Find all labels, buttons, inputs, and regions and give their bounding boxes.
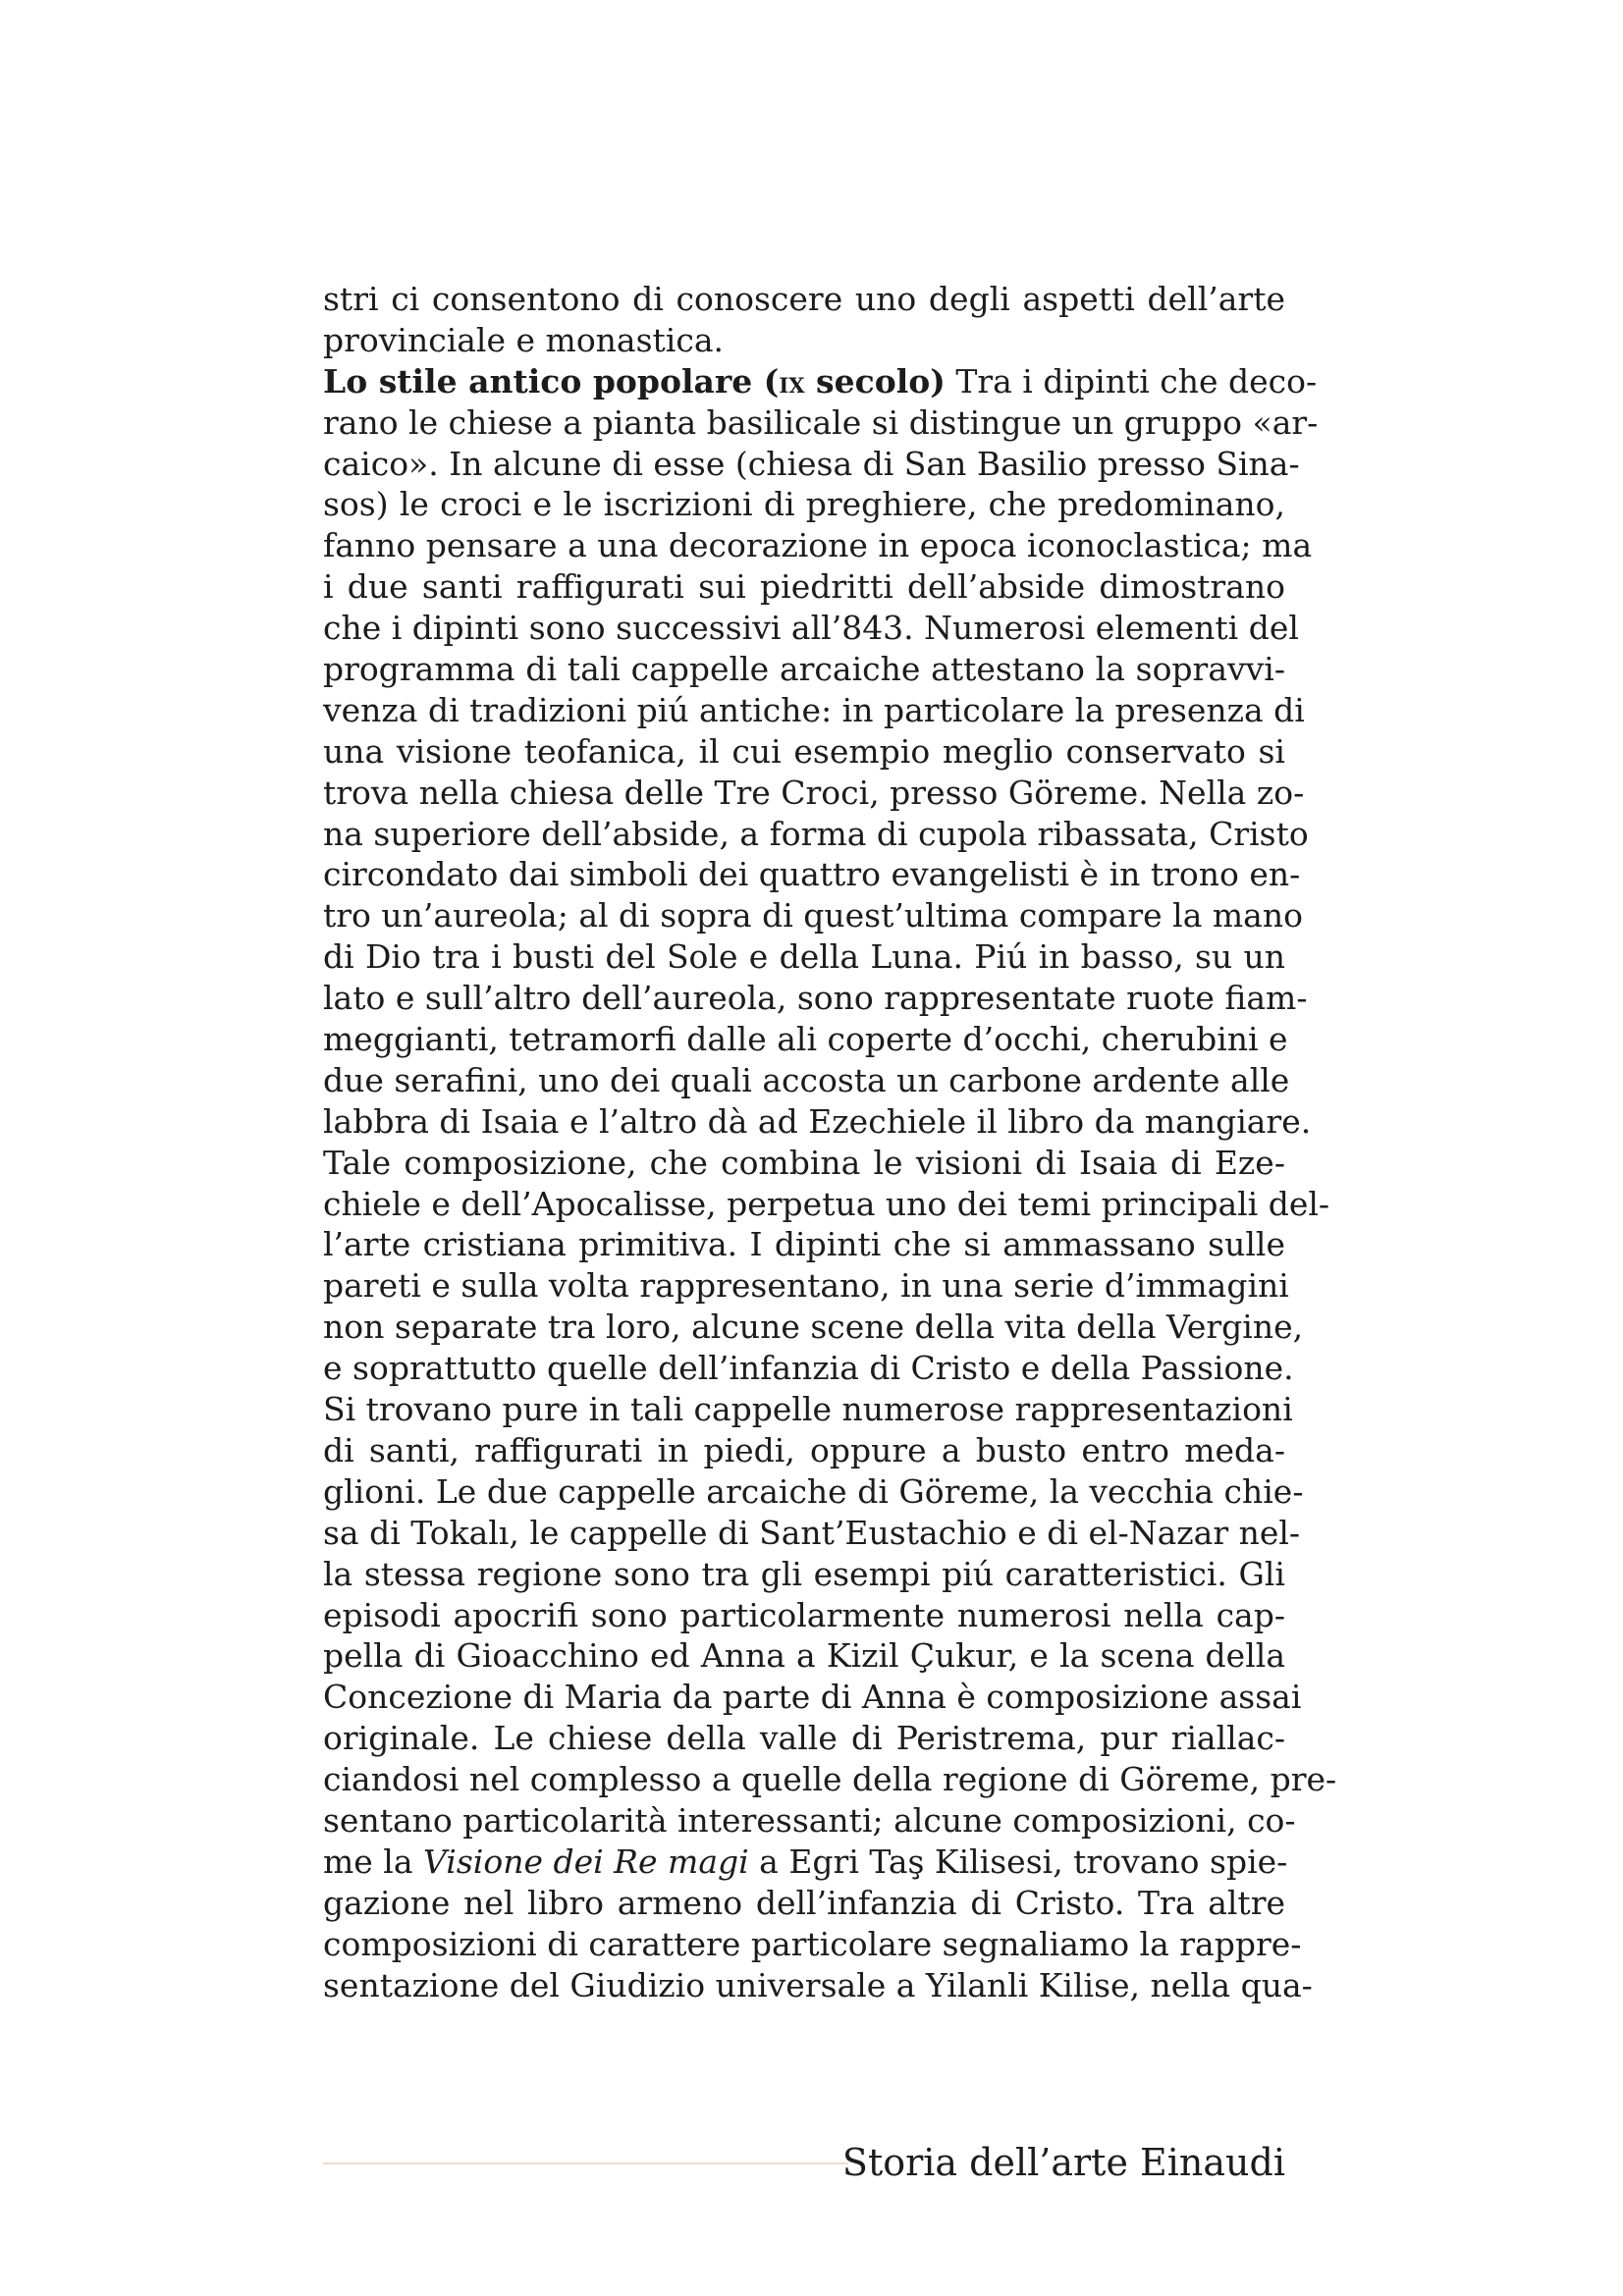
text-line: composizioni di carattere particolare segnaliamo la rappre- xyxy=(323,1924,1302,1963)
italic-title-line xyxy=(323,1842,1288,1883)
text-line: una visione teofanica, il cui esempio meglio conservato si xyxy=(323,731,1285,771)
text-line: sentano particolarità interessanti; alcune composizioni, co- xyxy=(323,1800,1296,1840)
heading-prefix: Lo stile antico popolare ( xyxy=(323,361,780,400)
text-line: i due santi raffigurati sui piedritti dell’abside dimostrano xyxy=(323,567,1285,607)
text-line: episodi apocrifi sono particolarmente numerosi nella cap- xyxy=(323,1595,1285,1634)
text-line: Tale composizione, che combina le visioni di Isaia di Eze- xyxy=(323,1143,1285,1182)
text-line: fanno pensare a una decorazione in epoca iconoclastica; ma xyxy=(323,526,1313,565)
text-line: Concezione di Maria da parte di Anna è composizione assai xyxy=(323,1678,1302,1717)
text-line: provinciale e monastica. xyxy=(323,320,725,359)
text-line: gazione nel libro armeno dell’infanzia di Cristo. Tra altre xyxy=(323,1883,1285,1922)
text-line: l’arte cristiana primitiva. I dipinti che si ammassano sulle xyxy=(323,1225,1285,1264)
footer-title: Storia dell’arte Einaudi xyxy=(841,2141,1285,2184)
text-line: ciandosi nel complesso a quelle della regione di Göreme, pre- xyxy=(323,1760,1337,1799)
text-line: due serafini, uno dei quali accosta un carbone ardente alle xyxy=(323,1060,1290,1099)
text-line: pella di Gioacchino ed Anna a Kizil Çukur, e la scena della xyxy=(323,1636,1285,1676)
text-line: meggianti, tetramorfi dalle ali coperte d’occhi, cherubini e xyxy=(323,1020,1288,1059)
text-line: di santi, raffigurati in piedi, oppure a busto entro meda- xyxy=(323,1430,1285,1469)
text-line: venza di tradizioni piú antiche: in particolare la presenza di xyxy=(323,690,1305,729)
text-line: circondato dai simboli dei quattro evangelisti è in trono en- xyxy=(323,855,1301,894)
text-line: pareti e sulla volta rappresentano, in una serie d’immagini xyxy=(323,1266,1289,1306)
text-line: chiele e dell’Apocalisse, perpetua uno dei temi principali del- xyxy=(323,1184,1330,1223)
line-suffix: a Egri Taş Kilisesi, trovano spie- xyxy=(748,1842,1288,1881)
heading-suffix: secolo) xyxy=(804,361,946,400)
text-line: Si trovano pure in tali cappelle numerose rappresentazioni xyxy=(323,1390,1293,1429)
text-line: sa di Tokalı, le cappelle di Sant’Eustachio e di el-Nazar nel- xyxy=(323,1513,1301,1552)
body-text xyxy=(323,279,1337,2005)
artwork-title: Visione dei Re magi xyxy=(423,1842,749,1881)
text-line: rano le chiese a pianta basilicale si distingue un gruppo «ar- xyxy=(323,402,1319,442)
text-line: labbra di Isaia e l’altro dà ad Ezechiele il libro da mangiare. xyxy=(323,1101,1312,1141)
text-line: originale. Le chiese della valle di Peristrema, pur riallac- xyxy=(323,1719,1285,1758)
section-heading xyxy=(323,362,946,400)
heading-century: ix xyxy=(779,365,805,400)
text-line: stri ci consentono di conoscere uno degli aspetti dell’arte xyxy=(323,280,1285,318)
text-line: na superiore dell’abside, a forma di cupola ribassata, Cristo xyxy=(323,814,1309,853)
footer-divider xyxy=(323,2163,848,2164)
text-line: caico». In alcune di esse (chiesa di San Basilio presso Sina- xyxy=(323,444,1300,483)
text-line: glioni. Le due cappelle arcaiche di Göreme, la vecchia chie- xyxy=(323,1471,1304,1511)
line-prefix: me la xyxy=(323,1842,424,1881)
text-line: trova nella chiesa delle Tre Croci, presso Göreme. Nella zo- xyxy=(323,773,1305,812)
text-line: lato e sull’altro dell’aureola, sono rappresentate ruote fiam- xyxy=(323,979,1308,1018)
text-line: che i dipinti sono successivi all’843. Numerosi elementi del xyxy=(323,609,1299,648)
text-line: non separate tra loro, alcune scene della vita della Vergine, xyxy=(323,1308,1304,1347)
text-line: la stessa regione sono tra gli esempi piú caratteristici. Gli xyxy=(323,1554,1285,1593)
text-line: programma di tali cappelle arcaiche attestano la sopravvi- xyxy=(323,650,1285,689)
heading-line-text: Tra i dipinti che deco- xyxy=(955,361,1318,400)
section-heading-line xyxy=(323,361,1318,402)
text-line: sos) le croci e le iscrizioni di preghiere, che predominano, xyxy=(323,485,1285,524)
text-line: di Dio tra i busti del Sole e della Luna. Piú in basso, su un xyxy=(323,937,1285,977)
text-line: e soprattutto quelle dell’infanzia di Cristo e della Passione. xyxy=(323,1349,1294,1388)
text-line: tro un’aureola; al di sopra di quest’ultima compare la mano xyxy=(323,896,1303,935)
text-line: sentazione del Giudizio universale a Yilanli Kilise, nella qua- xyxy=(323,1965,1313,2004)
